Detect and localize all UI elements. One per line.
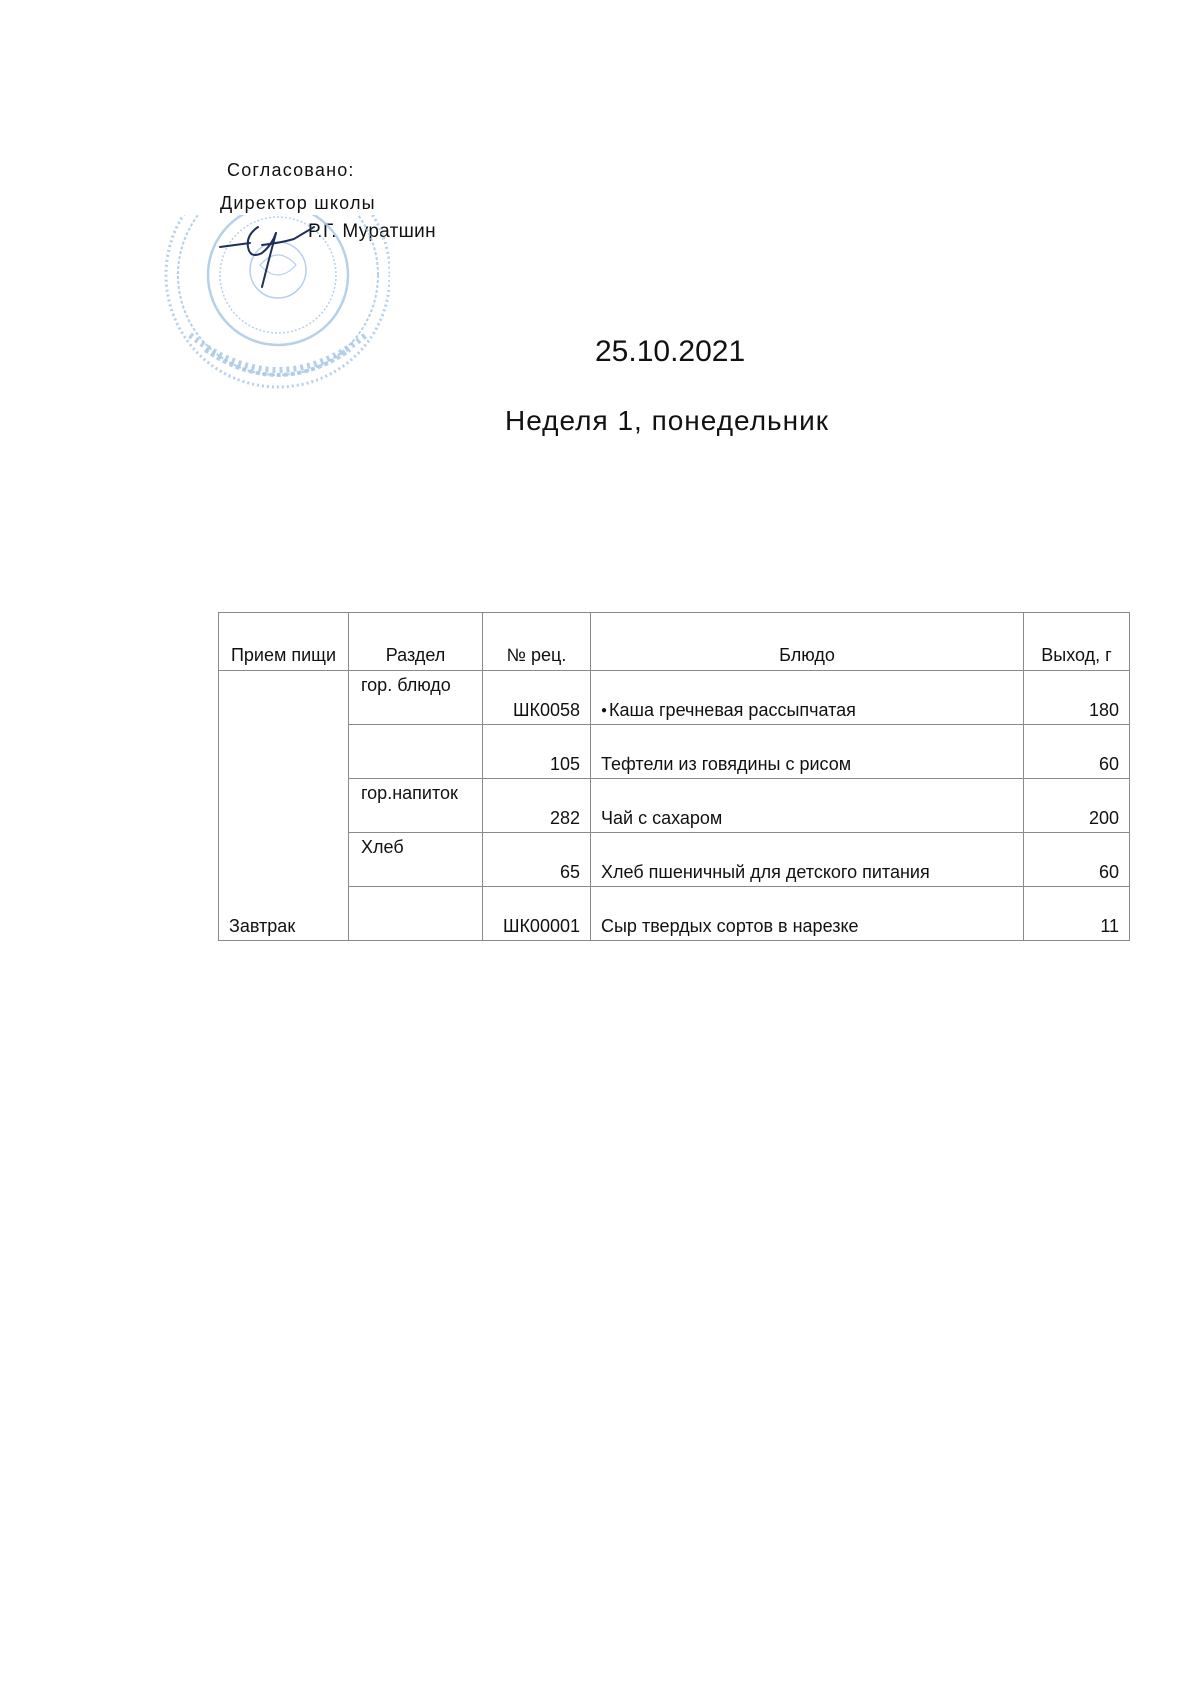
header-yield: Выход, г — [1024, 613, 1130, 671]
approval-position: Директор школы — [220, 193, 376, 213]
header-section: Раздел — [349, 613, 483, 671]
dish-yield: 200 — [1024, 779, 1130, 833]
dish-cell — [591, 671, 1024, 725]
recipe-number: 65 — [483, 833, 591, 887]
recipe-number: 105 — [483, 725, 591, 779]
menu-date: 25.10.2021 — [595, 335, 746, 368]
recipe-number: ШК0058 — [483, 671, 591, 725]
section-cell — [349, 779, 483, 833]
section-label: гор.напиток — [361, 783, 458, 803]
header-recipe-no: № рец. — [483, 613, 591, 671]
recipe-number: 282 — [483, 779, 591, 833]
dish-name: Тефтели из говядины с рисом — [591, 725, 1024, 779]
section-cell — [349, 887, 483, 941]
menu-week-day: Неделя 1, понедельник — [505, 405, 829, 436]
dish-yield: 180 — [1024, 671, 1130, 725]
dish-name: Сыр твердых сортов в нарезке — [591, 887, 1024, 941]
recipe-number: ШК00001 — [483, 887, 591, 941]
dish-name: Хлеб пшеничный для детского питания — [591, 833, 1024, 887]
table-row — [219, 833, 1130, 887]
table-row — [219, 725, 1130, 779]
dish-name: Чай с сахаром — [591, 779, 1024, 833]
bullet-icon: ● — [601, 705, 608, 716]
table-row — [219, 779, 1130, 833]
section-label: гор. блюдо — [361, 675, 451, 695]
section-cell — [349, 725, 483, 779]
header-meal: Прием пищи — [219, 613, 349, 671]
section-label: Хлеб — [361, 837, 404, 857]
menu-table — [218, 612, 1130, 941]
table-header-row — [219, 613, 1130, 671]
header-dish: Блюдо — [591, 613, 1024, 671]
approval-name: Р.Г. Муратшин — [308, 221, 436, 242]
section-cell — [349, 671, 483, 725]
meal-name: Завтрак — [219, 671, 349, 941]
dish-yield: 11 — [1024, 887, 1130, 941]
table-row — [219, 671, 1130, 725]
section-cell — [349, 833, 483, 887]
dish-yield: 60 — [1024, 725, 1130, 779]
dish-yield: 60 — [1024, 833, 1130, 887]
approval-label: Согласовано: — [227, 160, 355, 180]
dish-name: Каша гречневая рассыпчатая — [609, 700, 856, 720]
table-row — [219, 887, 1130, 941]
director-signature — [218, 225, 318, 300]
